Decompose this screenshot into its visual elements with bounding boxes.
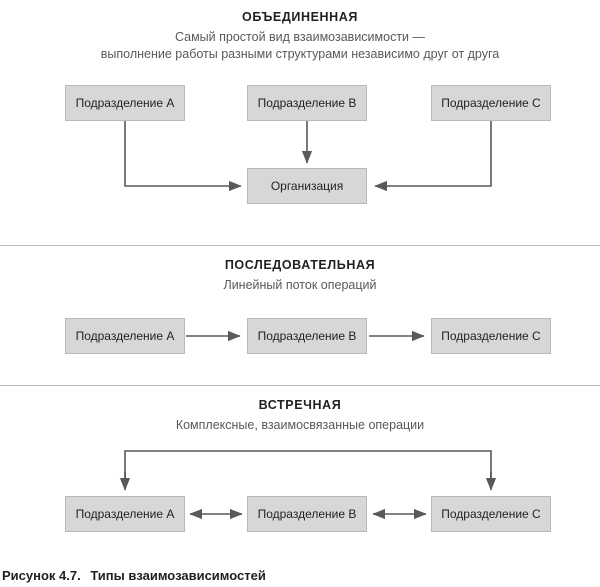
box-label: Подразделение C xyxy=(441,328,541,343)
box-label: Подразделение A xyxy=(75,328,175,343)
box-label: Подразделение B xyxy=(257,95,357,110)
panel-reciprocal xyxy=(0,385,600,545)
panel-reciprocal-subtitle-line1: Комплексные, взаимосвязанные операции xyxy=(175,418,425,432)
figure-caption xyxy=(0,568,600,583)
box-label: Подразделение C xyxy=(441,506,541,521)
panel-pooled-subtitle-line2: выполнение работы разными структурами независимо друг от друга xyxy=(100,46,500,61)
figure-caption-text: Типы взаимозависимостей xyxy=(90,568,266,583)
box-pooled-organization xyxy=(247,168,367,204)
panel-sequential-diagram xyxy=(0,294,600,384)
box-reciprocal-division-b xyxy=(247,496,367,532)
panel-pooled-title: ОБЪЕДИНЕННАЯ xyxy=(242,10,358,24)
panel-pooled xyxy=(0,0,600,245)
box-sequential-division-a xyxy=(65,318,185,354)
box-sequential-division-c xyxy=(431,318,551,354)
box-label: Организация xyxy=(270,178,344,193)
figure-caption-label: Рисунок 4.7. xyxy=(2,568,81,583)
box-pooled-division-c xyxy=(431,85,551,121)
panel-pooled-subtitle-line1: Самый простой вид взаимозависимости — xyxy=(174,30,426,44)
box-pooled-division-a xyxy=(65,85,185,121)
panel-sequential-title: ПОСЛЕДОВАТЕЛЬНАЯ xyxy=(224,258,376,272)
box-label: Подразделение C xyxy=(441,95,541,110)
panel-reciprocal-title: ВСТРЕЧНАЯ xyxy=(258,398,342,412)
panel-pooled-diagram xyxy=(0,63,600,233)
box-label: Подразделение A xyxy=(75,506,175,521)
box-reciprocal-division-a xyxy=(65,496,185,532)
box-label: Подразделение A xyxy=(75,95,175,110)
box-pooled-division-b xyxy=(247,85,367,121)
box-reciprocal-division-c xyxy=(431,496,551,532)
box-sequential-division-b xyxy=(247,318,367,354)
box-label: Подразделение B xyxy=(257,506,357,521)
panel-reciprocal-diagram xyxy=(0,434,600,544)
panel-sequential-subtitle-line1: Линейный поток операций xyxy=(223,278,377,292)
panel-sequential xyxy=(0,245,600,385)
box-label: Подразделение B xyxy=(257,328,357,343)
